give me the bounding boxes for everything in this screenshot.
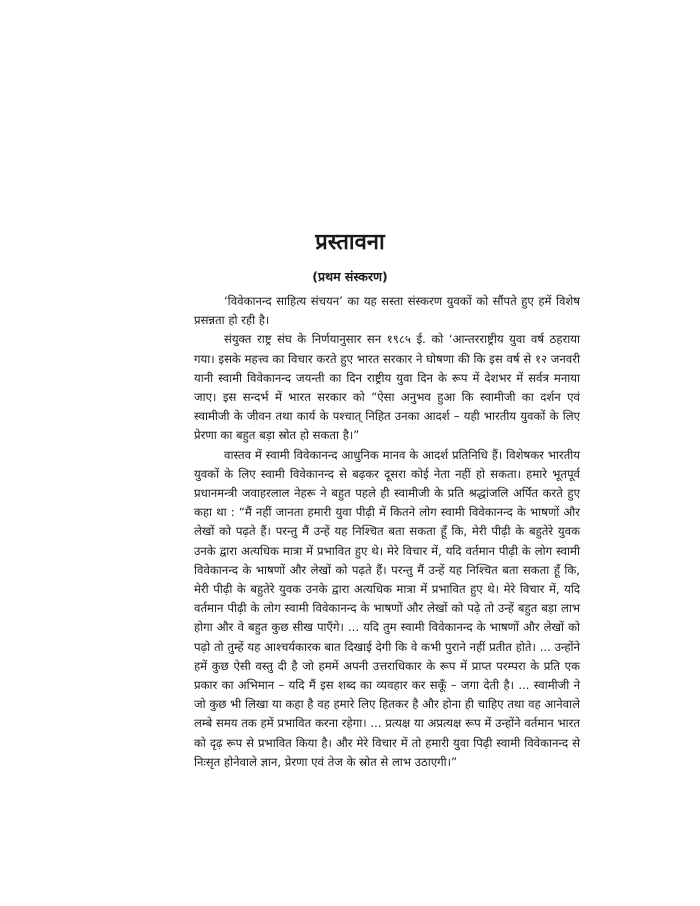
paragraph: ‘विवेकानन्द साहित्य संचयन’ का यह सस्ता संस्करण युवकों को सौंपते हुए हमें विशेष प्रसन्नता हो रही है। — [194, 294, 580, 328]
edition-subtitle: (प्रथम संस्करण) — [312, 269, 388, 284]
paragraph: संयुक्त राष्ट्र संघ के निर्णयानुसार सन १९८५ ई. को ‘आन्तरराष्ट्रीय युवा वर्ष ठहराया गया। इसके महत्त्व का विचार करते हुए भारत सरकार ने घोषणा की कि इस वर्ष से १२ जनवरी यानी स्वामी विवेकानन्द जयन्ती का दिन राष्ट्रीय युवा दिन के रूप में देशभर में सर्वत्र मनाया जाए। इस सन्दर्भ में भारत सरकार को “ऐसा अनुभव हुआ कि स्वामीजी का दर्शन एवं स्वामीजी के जीवन तथा कार्य के पश्चात् निहित उनका आदर्श – यही भारतीय युवकों के लिए प्रेरणा का बहुत बड़ा स्रोत हो सकता है।” — [194, 332, 580, 443]
page-title: प्रस्तावना — [315, 230, 385, 255]
paragraph: वास्तव में स्वामी विवेकानन्द आधुनिक मानव के आदर्श प्रतिनिधि हैं। विशेषकर भारतीय युवकों के लिए स्वामी विवेकानन्द से बढ़कर दूसरा कोई नेता नहीं हो सकता। हमारे भूतपूर्व प्रधानमन्त्री जवाहरलाल नेहरू ने बहुत पहले ही स्वामीजी के प्रति श्रद्धांजलि अर्पित करते हुए कहा था : “मैं नहीं जानता हमारी युवा पीढ़ी में कितने लोग स्वामी विवेकानन्द के भाषणों और लेखों को पढ़ते हैं। परन्तु मैं उन्हें यह निश्चित बता सकता हूँ कि, मेरी पीढ़ी के बहुतेरे युवक उनके द्वारा अत्यधिक मात्रा में प्रभावित हुए थे। मेरे विचार में, यदि वर्तमान पीढ़ी के लोग स्वामी विवेकानन्द के भाषणों और लेखों को पढ़ते हैं। परन्तु मैं उन्हें यह निश्चित बता सकता हूँ कि, मेरी पीढ़ी के बहुतेरे युवक उनके द्वारा अत्यधिक मात्रा में प्रभावित हुए थे। मेरे विचार में, यदि वर्तमान पीढ़ी के लोग स्वामी विवेकानन्द के भाषणों और लेखों को पढ़े तो उन्हें बहुत बड़ा लाभ होगा और वे बहुत कुछ सीख पाएँगे। ... यदि तुम स्वामी विवेकानन्द के भाषणों और लेखों को पढ़ो तो तुम्हें यह आश्चर्यकारक बात दिखाई देगी कि वे कभी पुराने नहीं प्रतीत होते। ... उन्होंने हमें कुछ ऐसी वस्तु दी है जो हममें अपनी उत्तराधिकार के रूप में प्राप्त परम्परा के प्रति एक प्रकार का अभिमान – यदि मैं इस शब्द का व्यवहार कर सकूँ – जगा देती है। ... स्वामीजी ने जो कुछ भी लिखा या कहा है वह हमारे लिए हितकर है और होना ही चाहिए तथा वह आनेवाले लम्बे समय तक हमें प्रभावित करना रहेगा। ... प्रत्यक्ष या अप्रत्यक्ष रूप में उन्होंने वर्तमान भारत को दृढ़ रूप से प्रभावित किया है। और मेरे विचार में तो हमारी युवा पिढ़ी स्वामी विवेकानन्द से निःसृत होनेवाले ज्ञान, प्रेरणा एवं तेज के स्रोत से लाभ उठाएगी।” — [194, 447, 580, 769]
preface-body — [194, 292, 580, 772]
